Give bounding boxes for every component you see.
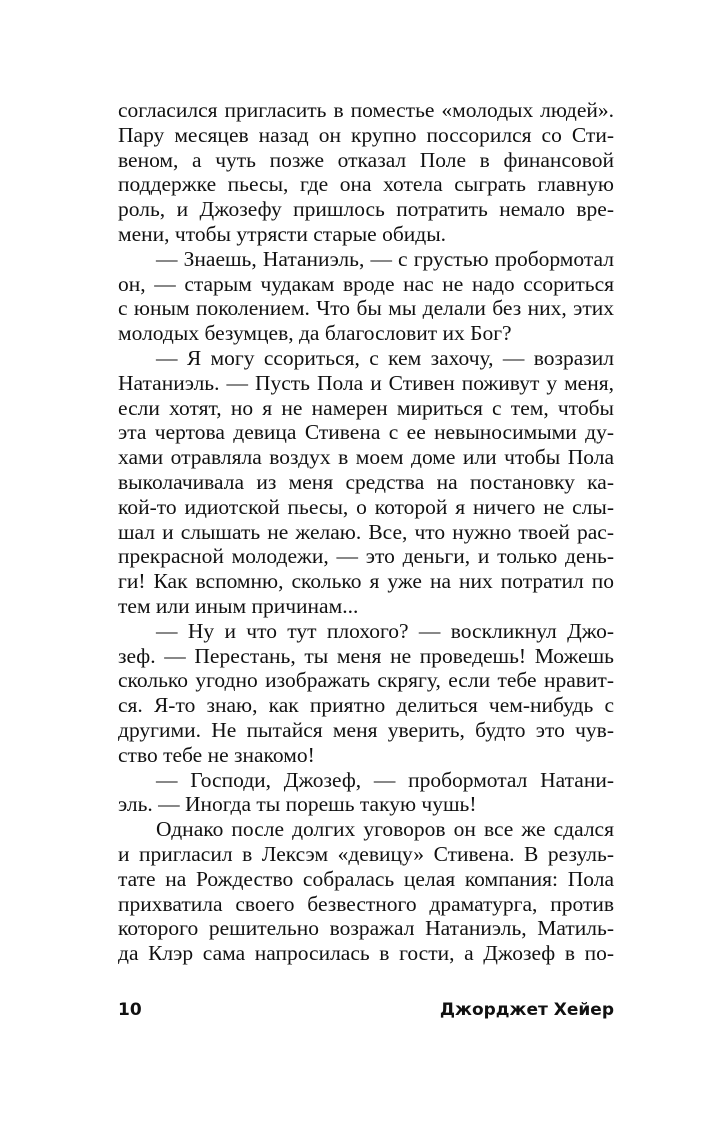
text-line: зеф. — Перестань, ты меня не проведешь! Можешь [118, 643, 614, 668]
text-line: Пару месяцев назад он крупно поссорился со Сти- [118, 122, 614, 147]
text-line: ся. Я-то знаю, как приятно делиться чем-нибудь с [118, 693, 614, 718]
text-line: эта чертова девица Стивена с ее невыносимыми ду- [118, 420, 614, 445]
text-line: выколачивала из меня средства на постановку ка- [118, 469, 614, 494]
text-line: — Знаешь, Натаниэль, — с грустью пробормотал [156, 246, 614, 271]
text-line: он, — старым чудакам вроде нас не надо ссориться [118, 271, 614, 296]
text-line: прекрасной молодежи, — это деньги, и только день- [118, 544, 614, 569]
text-line: Натаниэль. — Пусть Пола и Стивен поживут у меня, [118, 370, 614, 395]
page-number: 10 [118, 1000, 142, 1020]
text-line: веном, а чуть позже отказал Поле в финансовой [118, 147, 614, 172]
text-line: прихватила своего безвестного драматурга, против [118, 891, 614, 916]
text-line: хами отравляла воздух в моем доме или чтобы Пола [118, 445, 614, 470]
text-line: Однако после долгих уговоров он все же сдался [156, 817, 614, 842]
text-line: ги! Как вспомню, сколько я уже на них потратил по [118, 569, 614, 594]
text-line: тем или иным причинам... [118, 593, 359, 618]
text-line: согласился пригласить в поместье «молодых людей». [118, 98, 614, 122]
text-line: если хотят, но я не намерен мириться с тем, чтобы [118, 395, 614, 420]
body-text [118, 98, 614, 966]
text-line: поддержке пьесы, где она хотела сыграть главную [118, 172, 614, 197]
text-line: — Господи, Джозеф, — пробормотал Натани- [156, 767, 614, 792]
text-line: — Ну и что тут плохого? — воскликнул Джо- [156, 618, 614, 643]
text-line: да Клэр сама напросилась в гости, а Джозеф в по- [118, 941, 614, 966]
text-line: другими. Не пытайся меня уверить, будто это чув- [118, 717, 614, 742]
page-body [118, 98, 614, 966]
text-line: и пригласил в Лексэм «девицу» Стивена. В резуль- [118, 841, 614, 866]
text-line: сколько угодно изображать скрягу, если тебе нравит- [118, 668, 614, 693]
text-line: которого решительно возражал Натаниэль, Матиль- [118, 916, 614, 941]
text-line: мени, чтобы утрясти старые обиды. [118, 221, 447, 246]
text-line: с юным поколением. Что бы мы делали без них, этих [118, 296, 614, 321]
page-footer [118, 1000, 614, 1024]
running-author: Джорджет Хейер [439, 1000, 614, 1020]
text-line: кой-то идиотской пьесы, о которой я ничего не слы- [118, 494, 614, 519]
text-line: шал и слышать не желаю. Все, что нужно твоей рас- [118, 519, 614, 544]
text-line: тате на Рождество собралась целая компания: Пола [118, 866, 614, 891]
text-line: эль. — Иногда ты порешь такую чушь! [118, 792, 477, 817]
text-line: молодых безумцев, да благословит их Бог? [118, 321, 512, 346]
text-line: роль, и Джозефу пришлось потратить немало вре- [118, 197, 614, 222]
text-line: ство тебе не знакомо! [118, 742, 315, 767]
text-line: — Я могу ссориться, с кем захочу, — возразил [156, 345, 614, 370]
